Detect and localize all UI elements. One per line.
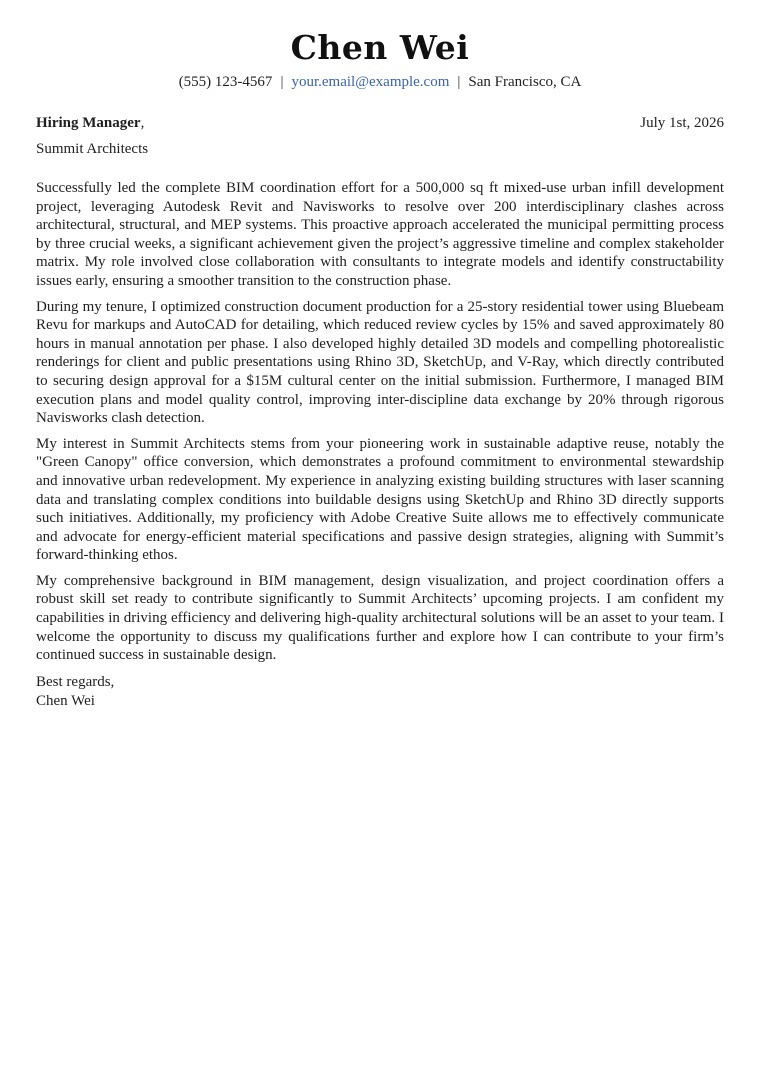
salutation <box>36 113 144 133</box>
body-paragraph: During my tenure, I optimized construction document production for a 25-story residential tower using Bluebeam Revu for markups and AutoCAD for detailing, which reduced review cycles by 15% and saved approximately 80 hours in manual annotation per phase. I also developed highly detailed 3D models and compelling photorealistic renderings for client and public presentations using Rhino 3D, SketchUp, and V-Ray, which directly contributed to securing design approval for a $15M cultural center on the initial submission. Furthermore, I managed BIM execution plans and model quality control, improving inter-discipline data exchange by 20% through rigorous Navisworks clash detection. <box>36 298 724 427</box>
body-paragraph: Successfully led the complete BIM coordination effort for a 500,000 sq ft mixed-use urban infill development project, leveraging Autodesk Revit and Navisworks to resolve over 200 interdisciplinary clashes across architectural, structural, and MEP systems. This proactive approach accelerated the municipal permitting process by three crucial weeks, a significant achievement given the project’s aggressive timeline and complex stakeholder matrix. My role involved close collaboration with consultants to integrate models and identify constructability issues early, ensuring a smoother transition to the construction phase. <box>36 180 724 289</box>
sign-off: Best regards, <box>36 673 115 690</box>
body-paragraph: My interest in Summit Architects stems from your pioneering work in sustainable adaptive reuse, notably the "Green Canopy" office conversion, which demonstrates a profound commitment to environmental stewardship and innovative urban redevelopment. My experience in analyzing existing building structures with laser scanning data and translating complex conditions into buildable designs using SketchUp and Rhino 3D directly supports such initiatives. Additionally, my proficiency with Adobe Creative Suite allows me to effectively communicate and advocate for energy-efficient material specifications and passive design strategies, aligning with Summit’s forward-thinking ethos. <box>36 435 724 564</box>
closing-block <box>36 673 724 711</box>
recipient-company: Summit Architects <box>36 141 149 157</box>
phone-number: (555) 123-4567 <box>178 74 273 90</box>
salutation-name: Hiring Manager <box>36 115 141 131</box>
contact-line <box>0 72 760 92</box>
letter-date: July 1st, 2026 <box>640 115 724 131</box>
letter-body <box>36 179 724 711</box>
salutation-punct: , <box>140 115 145 131</box>
email-link[interactable]: your.email@example.com <box>291 74 450 90</box>
signature-name: Chen Wei <box>36 692 95 709</box>
recipient-row <box>36 113 724 133</box>
applicant-name: Chen Wei <box>290 28 470 67</box>
body-paragraph: My comprehensive background in BIM management, design visualization, and project coordination offers a robust skill set ready to contribute significantly to Summit Architects’ upcoming projects. I am confident my capabilities in driving efficiency and delivering high-quality architectural solutions will be an asset to your team. I welcome the opportunity to discuss my qualifications further and explore how I can contribute to your firm’s continued success in sustainable design. <box>36 572 724 664</box>
contact-separator: | <box>280 74 284 90</box>
contact-separator: | <box>457 74 461 90</box>
location-text: San Francisco, CA <box>468 74 582 90</box>
